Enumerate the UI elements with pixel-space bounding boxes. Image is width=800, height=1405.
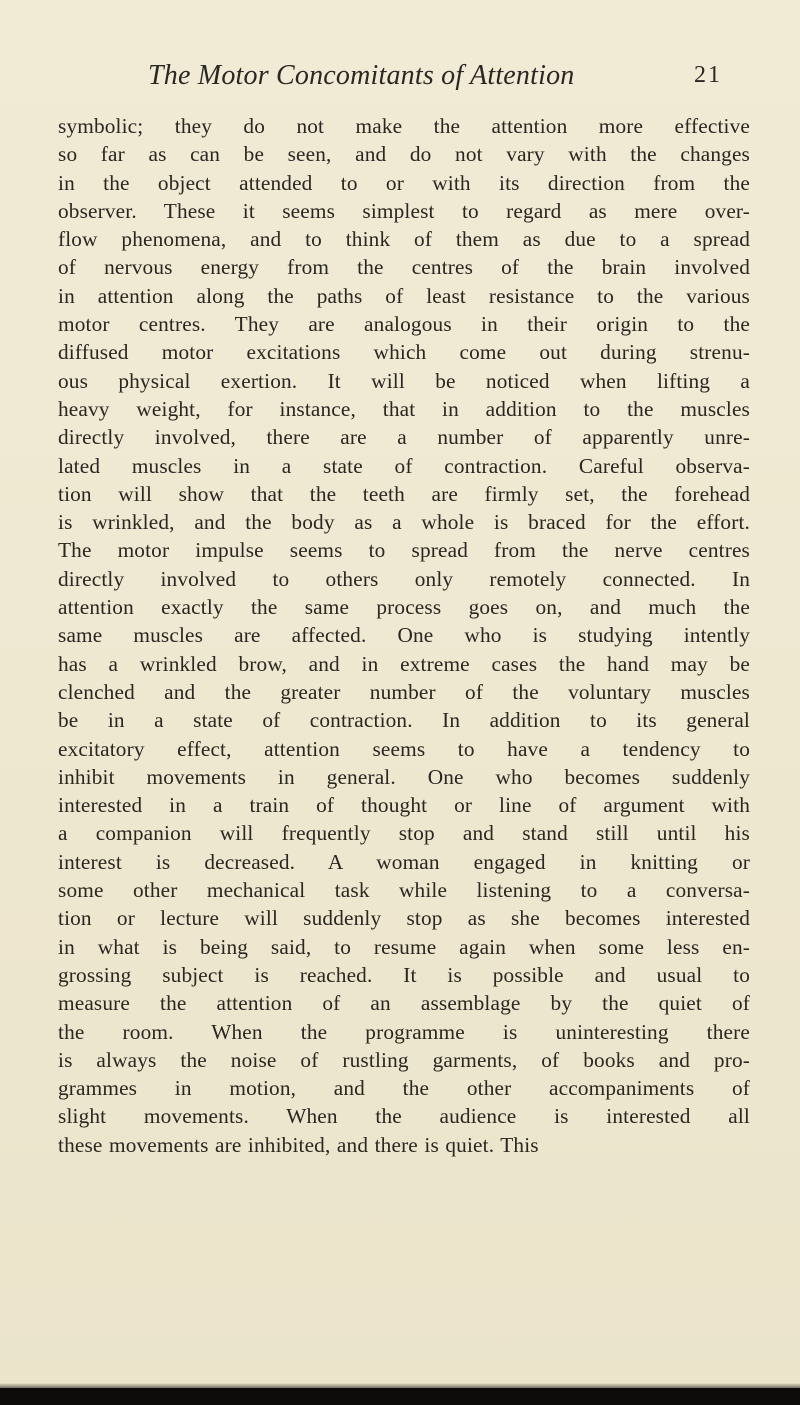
text-line: is wrinkled, and the body as a whole is braced for the effort. — [58, 510, 750, 535]
text-line: same muscles are affected. One who is studying intently — [58, 623, 750, 648]
text-line: measure the attention of an assemblage by the quiet of — [58, 991, 750, 1016]
text-line: clenched and the greater number of the voluntary muscles — [58, 679, 750, 704]
running-title: The Motor Concomitants of Attention — [148, 60, 575, 91]
text-line: some other mechanical task while listening to a conversa- — [58, 878, 750, 903]
page-bottom-edge — [0, 1388, 800, 1405]
text-line: of nervous energy from the centres of the brain involved — [58, 255, 750, 280]
text-line: slight movements. When the audience is interested all — [58, 1104, 750, 1129]
text-line: is always the noise of rustling garments, of books and pro- — [58, 1047, 750, 1072]
body-text — [58, 112, 750, 1159]
text-line: symbolic; they do not make the attention more effective — [58, 114, 750, 138]
text-line: lated muscles in a state of contraction. Careful observa- — [58, 453, 750, 478]
text-line: motor centres. They are analogous in their origin to the — [58, 312, 750, 337]
text-line: flow phenomena, and to think of them as due to a spread — [58, 227, 750, 252]
text-line: tion will show that the teeth are firmly set, the forehead — [58, 481, 750, 506]
text-line: a companion will frequently stop and stand still until his — [58, 821, 750, 846]
text-line: directly involved, there are a number of apparently unre- — [58, 425, 750, 450]
text-line: the room. When the programme is uninteresting there — [58, 1019, 750, 1044]
text-line: these movements are inhibited, and there is quiet. This — [58, 1132, 539, 1157]
text-line: excitatory effect, attention seems to have a tendency to — [58, 736, 750, 761]
text-line: be in a state of contraction. In addition to its general — [58, 708, 750, 733]
text-line: inhibit movements in general. One who becomes suddenly — [58, 764, 750, 789]
text-line: attention exactly the same process goes on, and much the — [58, 595, 750, 620]
text-line: in what is being said, to resume again when some less en- — [58, 934, 750, 959]
text-line: grossing subject is reached. It is possible and usual to — [58, 962, 750, 987]
text-line: grammes in motion, and the other accompaniments of — [58, 1076, 750, 1101]
page-number: 21 — [694, 62, 722, 88]
text-line: interest is decreased. A woman engaged in knitting or — [58, 849, 750, 874]
text-line: directly involved to others only remotely connected. In — [58, 566, 750, 591]
text-line: interested in a train of thought or line of argument with — [58, 793, 750, 818]
text-line: observer. These it seems simplest to regard as mere over- — [58, 198, 750, 223]
text-line: diffused motor excitations which come out during strenu- — [58, 340, 750, 365]
text-line: in attention along the paths of least resistance to the various — [58, 283, 750, 308]
text-line: so far as can be seen, and do not vary with the changes — [58, 142, 750, 167]
text-line: The motor impulse seems to spread from the nerve centres — [58, 538, 750, 563]
text-line: tion or lecture will suddenly stop as she becomes interested — [58, 906, 750, 931]
text-line: in the object attended to or with its direction from the — [58, 170, 750, 195]
text-line: ous physical exertion. It will be noticed when lifting a — [58, 368, 750, 393]
text-line: heavy weight, for instance, that in addition to the muscles — [58, 396, 750, 421]
text-line: has a wrinkled brow, and in extreme cases the hand may be — [58, 651, 750, 676]
